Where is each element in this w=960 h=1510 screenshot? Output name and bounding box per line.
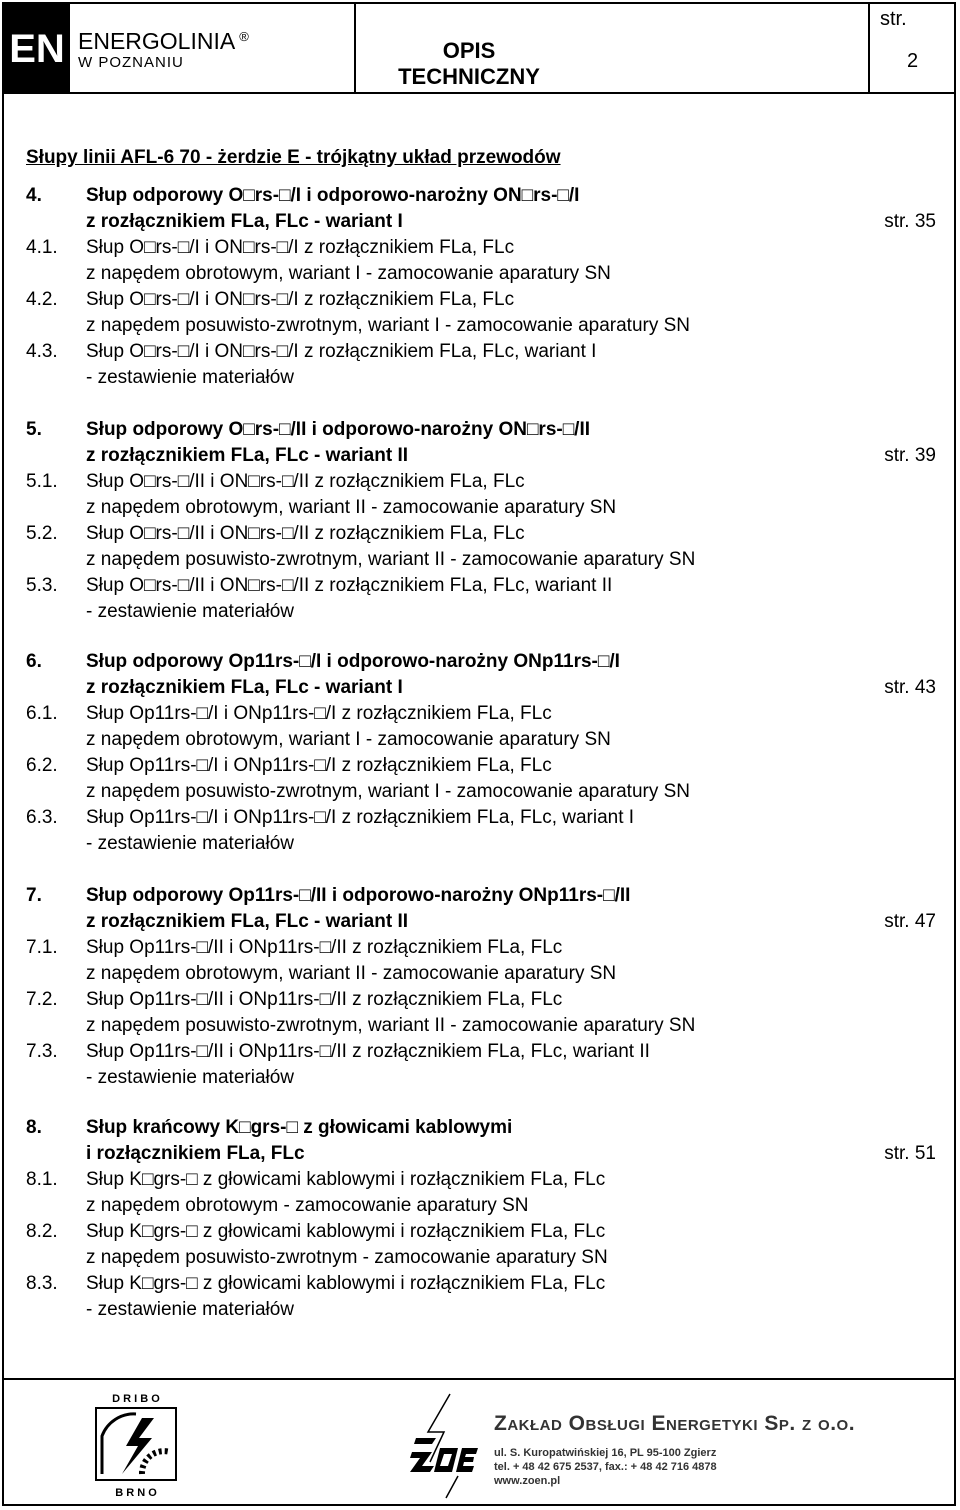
- subsection-title-cont: - zestawienie materiałów: [86, 1067, 295, 1088]
- subsection-number: 4.1.: [26, 237, 58, 258]
- section-number: 8.: [26, 1117, 42, 1138]
- subsection-title: Słup Op11rs-□/I i ONp11rs-□/I z rozłącznikiem FLa, FLc, wariant I: [86, 807, 635, 828]
- company-line2: W POZNANIU: [78, 54, 184, 71]
- footer-divider: [2, 1378, 956, 1380]
- subsection-title-cont: z napędem obrotowym, wariant II - zamocowanie aparatury SN: [86, 963, 617, 984]
- page-header: [2, 2, 956, 94]
- subsection-title: Słup O□rs-□/I i ON□rs-□/I z rozłącznikiem FLa, FLc: [86, 237, 515, 258]
- subsection-title: Słup O□rs-□/I i ON□rs-□/I z rozłącznikiem FLa, FLc: [86, 289, 515, 310]
- subsection-title: Słup Op11rs-□/II i ONp11rs-□/II z rozłącznikiem FLa, FLc: [86, 937, 563, 958]
- subsection-title-cont: z napędem obrotowym, wariant II - zamocowanie aparatury SN: [86, 497, 617, 518]
- section-page-ref: str. 51: [884, 1143, 936, 1164]
- section-title: Słup krańcowy K□grs-□ z głowicami kablowymi: [86, 1117, 513, 1138]
- page-number: 2: [907, 50, 919, 72]
- subsection-title: Słup Op11rs-□/I i ONp11rs-□/I z rozłącznikiem FLa, FLc: [86, 755, 552, 776]
- section-title: Słup odporowy O□rs-□/I i odporowo-narożny ON□rs-□/I: [86, 185, 580, 206]
- subsection-title-cont: z napędem posuwisto-zwrotnym, wariant II - zamocowanie aparatury SN: [86, 1015, 696, 1036]
- section-page-ref: str. 43: [884, 677, 936, 698]
- section-title: Słup odporowy O□rs-□/II i odporowo-narożny ON□rs-□/II: [86, 419, 591, 440]
- subsection-number: 7.3.: [26, 1041, 58, 1062]
- zoe-website: www.zoen.pl: [494, 1475, 561, 1487]
- subsection-title-cont: - zestawienie materiałów: [86, 601, 295, 622]
- header-divider: [354, 2, 356, 94]
- header-divider: [868, 2, 870, 94]
- subsection-title: Słup O□rs-□/II i ON□rs-□/II z rozłącznikiem FLa, FLc, wariant II: [86, 575, 613, 596]
- subsection-title: Słup Op11rs-□/I i ONp11rs-□/I z rozłącznikiem FLa, FLc: [86, 703, 552, 724]
- subsection-number: 4.2.: [26, 289, 58, 310]
- section-title-cont: z rozłącznikiem FLa, FLc - wariant I: [86, 211, 403, 232]
- subsection-number: 8.2.: [26, 1221, 58, 1242]
- section-title-cont: z rozłącznikiem FLa, FLc - wariant I: [86, 677, 403, 698]
- subsection-number: 4.3.: [26, 341, 58, 362]
- section-number: 5.: [26, 419, 42, 440]
- zoe-phone-line: tel. + 48 42 675 2537, fax.: + 48 42 716 4878: [494, 1461, 717, 1473]
- company-line1: ENERGOLINIA: [78, 28, 236, 54]
- subsection-number: 8.3.: [26, 1273, 58, 1294]
- document-subtitle: Słupy linii AFL-6 70 - żerdzie E - trójkątny układ przewodów: [26, 147, 561, 168]
- subsection-title-cont: z napędem obrotowym - zamocowanie aparatury SN: [86, 1195, 529, 1216]
- section-title: Słup odporowy Op11rs-□/II i odporowo-narożny ONp11rs-□/II: [86, 885, 631, 906]
- subsection-number: 6.3.: [26, 807, 58, 828]
- subsection-title: Słup K□grs-□ z głowicami kablowymi i rozłącznikiem FLa, FLc: [86, 1169, 606, 1190]
- section-title-cont: z rozłącznikiem FLa, FLc - wariant II: [86, 445, 409, 466]
- subsection-title-cont: - zestawienie materiałów: [86, 1299, 295, 1320]
- subsection-number: 5.1.: [26, 471, 58, 492]
- subsection-number: 5.2.: [26, 523, 58, 544]
- subsection-number: 7.1.: [26, 937, 58, 958]
- registered-mark: ®: [239, 29, 249, 44]
- subsection-number: 6.2.: [26, 755, 58, 776]
- subsection-title: Słup Op11rs-□/II i ONp11rs-□/II z rozłącznikiem FLa, FLc, wariant II: [86, 1041, 650, 1062]
- subsection-title-cont: z napędem posuwisto-zwrotnym - zamocowanie aparatury SN: [86, 1247, 608, 1268]
- page-label: str.: [880, 8, 907, 30]
- dribo-bottom-text: B R N O: [115, 1487, 157, 1499]
- subsection-title-cont: z napędem obrotowym, wariant I - zamocowanie aparatury SN: [86, 729, 611, 750]
- document-title: OPIS TECHNICZNY: [398, 38, 540, 89]
- dribo-top-text: D R I B O: [112, 1393, 160, 1405]
- section-page-ref: str. 35: [884, 211, 936, 232]
- section-page-ref: str. 39: [884, 445, 936, 466]
- subsection-title-cont: z napędem obrotowym, wariant I - zamocowanie aparatury SN: [86, 263, 611, 284]
- zoe-company-name: Zakład Obsługi Energetyki Sp. z o.o.: [494, 1412, 856, 1435]
- section-number: 4.: [26, 185, 42, 206]
- subsection-title: Słup Op11rs-□/II i ONp11rs-□/II z rozłącznikiem FLa, FLc: [86, 989, 563, 1010]
- subsection-title: Słup O□rs-□/II i ON□rs-□/II z rozłącznikiem FLa, FLc: [86, 523, 525, 544]
- subsection-title: Słup O□rs-□/I i ON□rs-□/I z rozłącznikiem FLa, FLc, wariant I: [86, 341, 597, 362]
- subsection-title-cont: z napędem posuwisto-zwrotnym, wariant I - zamocowanie aparatury SN: [86, 781, 691, 802]
- section-title: Słup odporowy Op11rs-□/I i odporowo-narożny ONp11rs-□/I: [86, 651, 620, 672]
- zoe-address-line: ul. S. Kuropatwińskiej 16, PL 95-100 Zgierz: [494, 1447, 717, 1459]
- dribo-logo: [82, 1390, 190, 1500]
- section-title-cont: i rozłącznikiem FLa, FLc: [86, 1143, 305, 1164]
- zoe-logo: [410, 1392, 480, 1502]
- subsection-number: 8.1.: [26, 1169, 58, 1190]
- subsection-title-cont: - zestawienie materiałów: [86, 833, 295, 854]
- company-name: [78, 28, 249, 72]
- en-logo: EN: [4, 4, 70, 94]
- subsection-title: Słup K□grs-□ z głowicami kablowymi i rozłącznikiem FLa, FLc: [86, 1273, 606, 1294]
- subsection-title-cont: z napędem posuwisto-zwrotnym, wariant II - zamocowanie aparatury SN: [86, 549, 696, 570]
- subsection-title: Słup K□grs-□ z głowicami kablowymi i rozłącznikiem FLa, FLc: [86, 1221, 606, 1242]
- subsection-number: 7.2.: [26, 989, 58, 1010]
- subsection-title: Słup O□rs-□/II i ON□rs-□/II z rozłącznikiem FLa, FLc: [86, 471, 525, 492]
- subsection-title-cont: - zestawienie materiałów: [86, 367, 295, 388]
- subsection-number: 5.3.: [26, 575, 58, 596]
- subsection-title-cont: z napędem posuwisto-zwrotnym, wariant I - zamocowanie aparatury SN: [86, 315, 691, 336]
- zoe-address: [494, 1446, 717, 1488]
- section-title-cont: z rozłącznikiem FLa, FLc - wariant II: [86, 911, 409, 932]
- section-page-ref: str. 47: [884, 911, 936, 932]
- section-number: 6.: [26, 651, 42, 672]
- section-number: 7.: [26, 885, 42, 906]
- subsection-number: 6.1.: [26, 703, 58, 724]
